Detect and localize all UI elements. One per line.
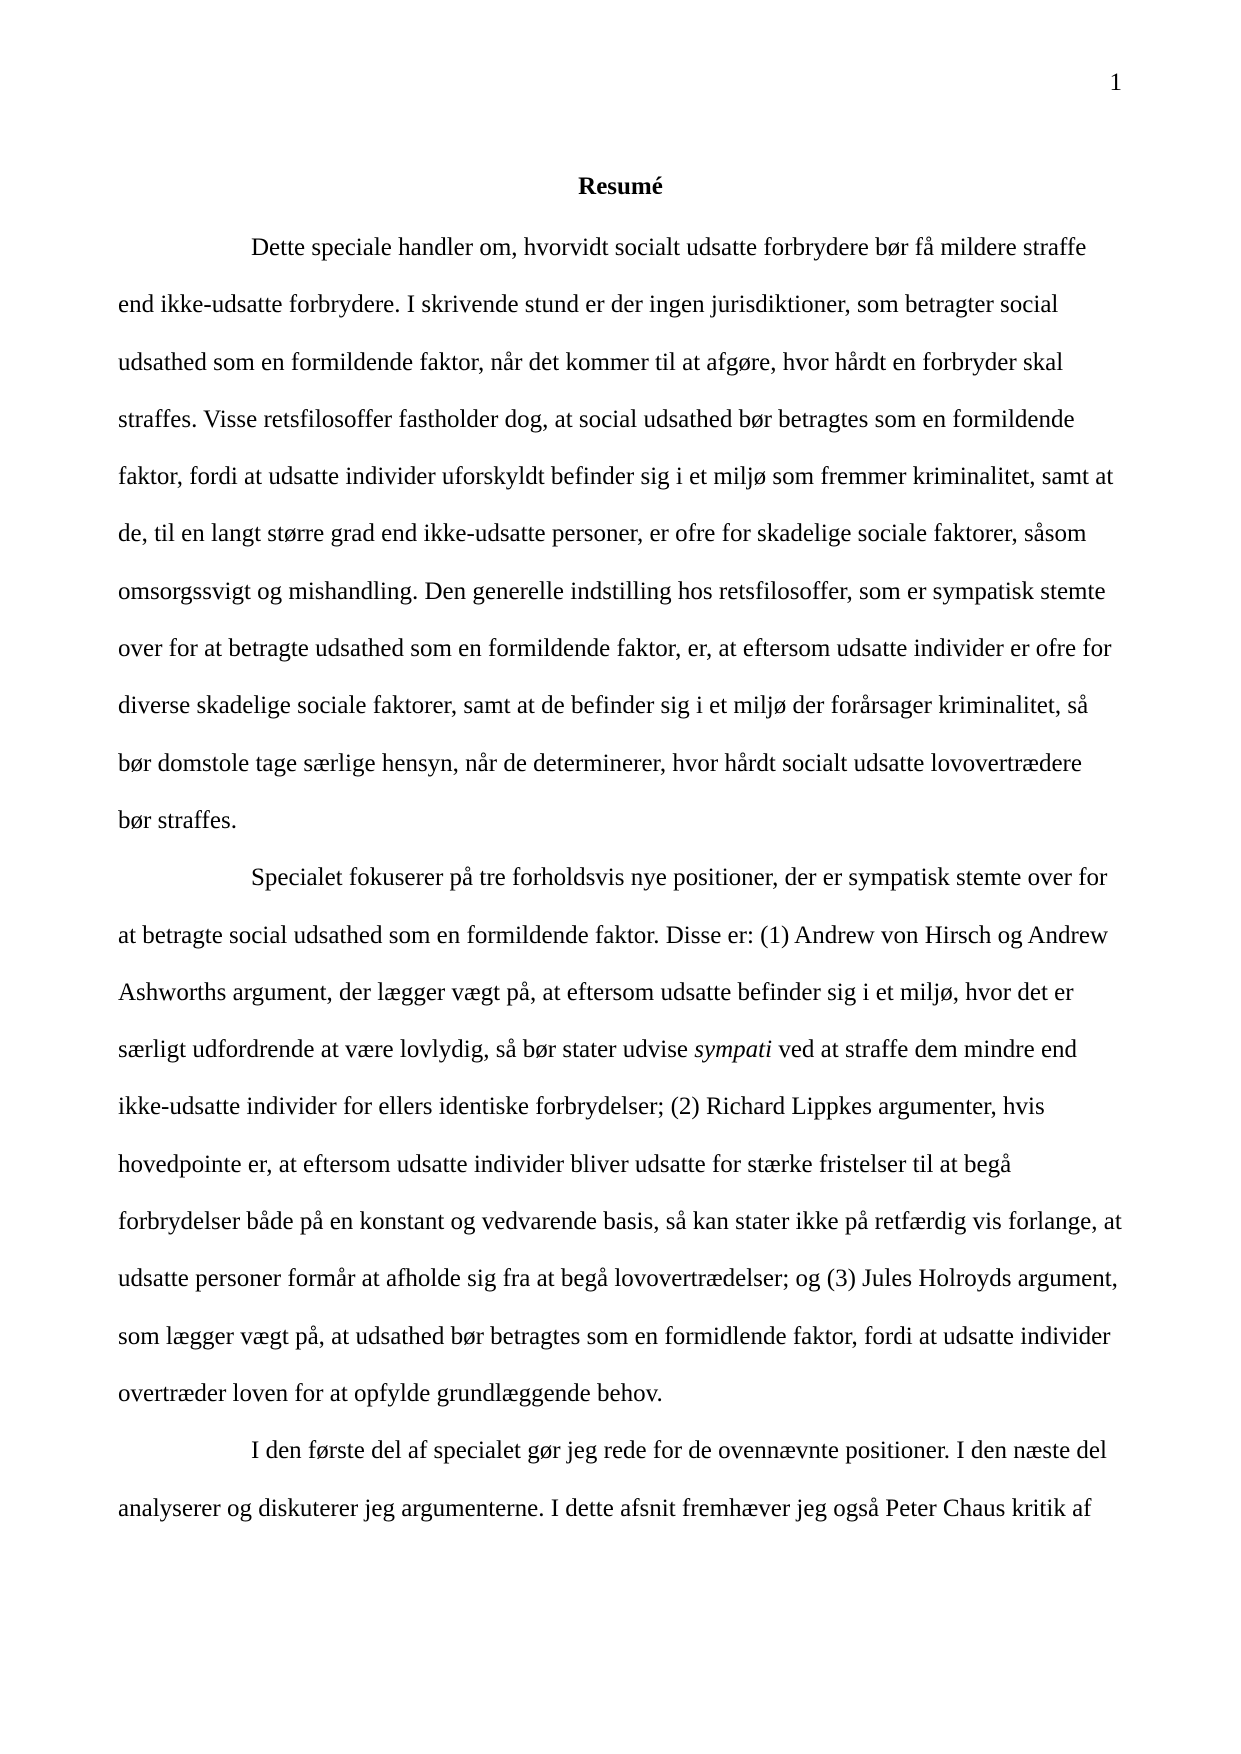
text-line: analyserer og diskuterer jeg argumenterne. I dette afsnit fremhæver jeg også Peter Chaus kritik af bbox=[118, 1494, 1092, 1522]
text-line: Ashworths argument, der lægger vægt på, at eftersom udsatte befinder sig i et miljø, hvor det er bbox=[118, 978, 1074, 1006]
italic-text-segment: sympati bbox=[694, 1036, 773, 1064]
text-line: straffes. Visse retsfilosoffer fastholder dog, at social udsathed bør betragtes som en formildende bbox=[118, 405, 1075, 433]
paragraph bbox=[118, 849, 1123, 1422]
document-title: Resumé bbox=[578, 173, 663, 200]
text-line: at betragte social udsathed som en formildende faktor. Disse er: (1) Andrew von Hirsch og Andrew bbox=[118, 921, 1109, 949]
text-line: hovedpointe er, at eftersom udsatte individer bliver udsatte for stærke fristelser til at begå bbox=[118, 1150, 1012, 1178]
text-line: over for at betragte udsathed som en formildende faktor, er, at eftersom udsatte individer er ofre for bbox=[118, 635, 1112, 663]
text-line: de, til en langt større grad end ikke-udsatte personer, er ofre for skadelige sociale faktorer, såsom bbox=[118, 520, 1087, 548]
text-line: Specialet fokuserer på tre forholdsvis nye positioner, der er sympatisk stemte over for bbox=[251, 864, 1108, 892]
paragraph bbox=[118, 219, 1123, 849]
text-line: bør straffes. bbox=[118, 806, 237, 834]
document-body bbox=[118, 219, 1123, 1537]
text-line: overtræder loven for at opfylde grundlæggende behov. bbox=[118, 1379, 663, 1407]
text-line: end ikke-udsatte forbrydere. I skrivende stund er der ingen jurisdiktioner, som betragter social bbox=[118, 291, 1059, 319]
paragraph bbox=[118, 1422, 1123, 1537]
text-line: faktor, fordi at udsatte individer uforskyldt befinder sig i et miljø som fremmer kriminalitet, samt at bbox=[118, 463, 1114, 491]
text-line: som lægger vægt på, at udsathed bør betragtes som en formidlende faktor, fordi at udsatte individer bbox=[118, 1322, 1111, 1350]
page-number: 1 bbox=[1109, 69, 1122, 96]
text-line: bør domstole tage særlige hensyn, når de determinerer, hvor hårdt socialt udsatte lovovertrædere bbox=[118, 749, 1082, 777]
text-segment: ved at straffe dem mindre end bbox=[772, 1036, 1078, 1064]
text-line: udsathed som en formildende faktor, når det kommer til at afgøre, hvor hårdt en forbryder skal bbox=[118, 348, 1064, 376]
text-line: ikke-udsatte individer for ellers identiske forbrydelser; (2) Richard Lippkes argumenter, hvis bbox=[118, 1093, 1045, 1121]
text-segment: særligt udfordrende at være lovlydig, så bør stater udvise bbox=[118, 1036, 695, 1064]
text-line: Dette speciale handler om, hvorvidt socialt udsatte forbrydere bør få mildere straffe bbox=[251, 234, 1087, 261]
text-line: udsatte personer formår at afholde sig fra at begå lovovertrædelser; og (3) Jules Holroyds argument, bbox=[118, 1265, 1118, 1293]
text-line: diverse skadelige sociale faktorer, samt at de befinder sig i et miljø der forårsager kriminalitet, så bbox=[118, 692, 1089, 720]
text-line: forbrydelser både på en konstant og vedvarende basis, så kan stater ikke på retfærdig vis forlange, at bbox=[118, 1208, 1122, 1236]
text-line: I den første del af specialet gør jeg rede for de ovennævnte positioner. I den næste del bbox=[251, 1437, 1107, 1465]
text-line: omsorgssvigt og mishandling. Den generelle indstilling hos retsfilosoffer, som er sympatisk stemte bbox=[118, 577, 1106, 605]
text-line bbox=[118, 1021, 1123, 1078]
